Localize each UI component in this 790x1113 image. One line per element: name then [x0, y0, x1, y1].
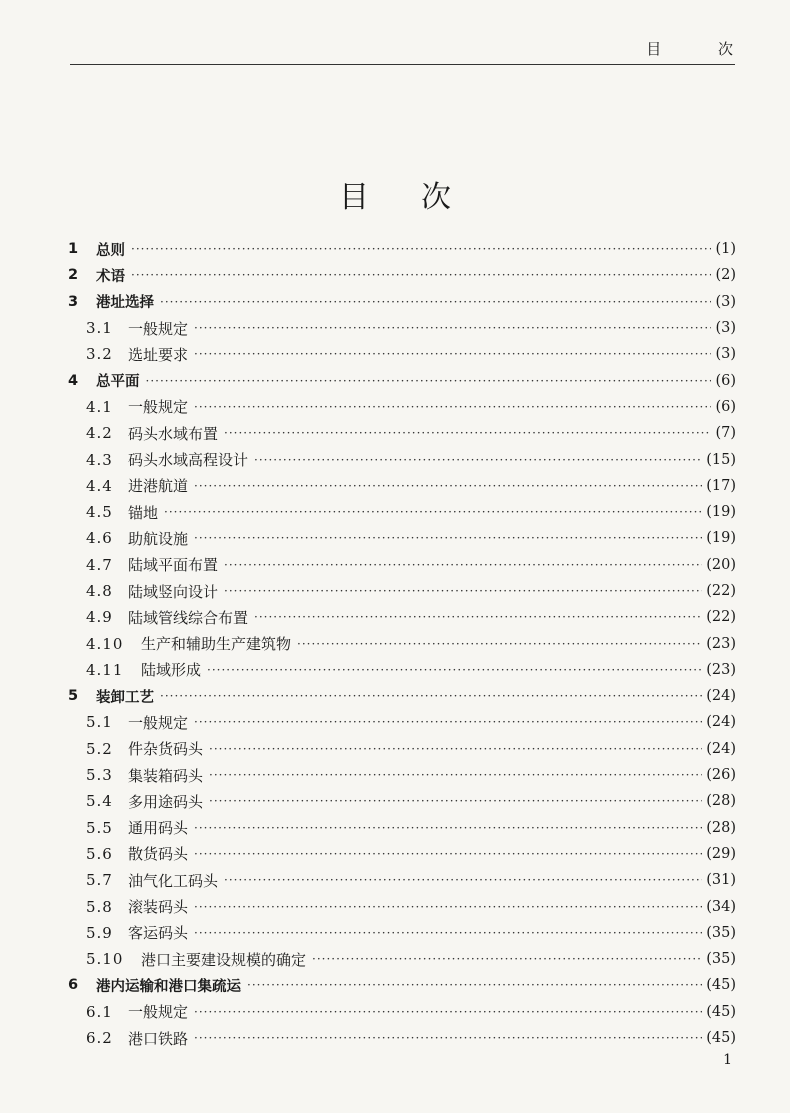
toc-entry-page: (45)	[706, 1003, 736, 1020]
toc-entry-title: 码头水域布置	[128, 424, 219, 443]
toc-entry[interactable]	[68, 315, 736, 341]
toc-entry-title: 锚地	[128, 503, 159, 522]
toc-entry-title: 生产和辅助生产建筑物	[141, 635, 292, 654]
page-title: 目次	[339, 180, 503, 215]
toc-entry-number: 5.3	[86, 766, 113, 785]
toc-entry-number: 5.6	[86, 844, 113, 863]
dot-leader	[131, 268, 711, 282]
dot-leader	[194, 715, 702, 729]
toc-entry-page: (29)	[706, 845, 736, 862]
toc-entry[interactable]	[68, 394, 736, 420]
toc-entry-number: 4.5	[86, 503, 113, 522]
toc-entry[interactable]	[68, 709, 736, 735]
toc-entry-number: 5.9	[86, 923, 113, 942]
toc-entry-page: (15)	[706, 451, 736, 468]
toc-entry-page: (31)	[706, 872, 736, 889]
dot-leader	[254, 453, 702, 467]
table-of-contents	[68, 236, 736, 1051]
toc-entry-title: 一般规定	[128, 1003, 189, 1022]
dot-leader	[224, 584, 702, 598]
toc-entry-title: 总则	[96, 242, 125, 259]
toc-entry-title: 一般规定	[128, 319, 189, 338]
toc-entry[interactable]	[68, 788, 736, 814]
toc-entry-title: 装卸工艺	[96, 689, 154, 706]
toc-entry-number: 6.2	[86, 1029, 113, 1048]
toc-entry-page: (45)	[706, 1030, 736, 1047]
dot-leader	[194, 1005, 702, 1019]
toc-entry[interactable]	[68, 367, 736, 393]
dot-leader	[209, 768, 702, 782]
toc-entry[interactable]	[68, 815, 736, 841]
toc-entry-number: 4.2	[86, 424, 113, 443]
toc-entry-title: 散货码头	[128, 845, 189, 864]
toc-entry[interactable]	[68, 867, 736, 893]
toc-entry-number: 5.5	[86, 818, 113, 837]
toc-entry-page: (35)	[706, 951, 736, 968]
toc-entry-page: (1)	[715, 241, 736, 258]
toc-entry[interactable]	[68, 630, 736, 656]
dot-leader	[194, 479, 702, 493]
toc-entry[interactable]	[68, 736, 736, 762]
toc-entry-title: 滚装码头	[128, 898, 189, 917]
toc-entry-title: 通用码头	[128, 819, 189, 838]
toc-entry-title: 集装箱码头	[128, 766, 204, 785]
toc-entry-number: 4.6	[86, 529, 113, 548]
toc-entry-number: 6.1	[86, 1002, 113, 1021]
toc-entry-page: (19)	[706, 530, 736, 547]
dot-leader	[160, 295, 711, 309]
toc-entry-page: (7)	[715, 425, 736, 442]
toc-entry-page: (24)	[706, 714, 736, 731]
toc-entry-title: 客运码头	[128, 924, 189, 943]
toc-entry-number: 5.8	[86, 897, 113, 916]
toc-entry[interactable]	[68, 525, 736, 551]
toc-entry[interactable]	[68, 262, 736, 288]
toc-entry[interactable]	[68, 236, 736, 262]
toc-entry-title: 助航设施	[128, 529, 189, 548]
toc-entry-title: 陆域形成	[141, 661, 202, 680]
toc-entry-page: (34)	[706, 898, 736, 915]
dot-leader	[194, 400, 711, 414]
toc-entry-number: 4.9	[86, 608, 113, 627]
toc-entry-page: (19)	[706, 504, 736, 521]
toc-entry-title: 总平面	[96, 374, 140, 391]
toc-entry[interactable]	[68, 499, 736, 525]
toc-entry-number: 4.7	[86, 555, 113, 574]
toc-entry[interactable]	[68, 420, 736, 446]
toc-entry-title: 选址要求	[128, 345, 189, 364]
toc-entry[interactable]	[68, 762, 736, 788]
dot-leader	[160, 689, 702, 703]
toc-entry-number: 4	[68, 372, 79, 389]
toc-entry-page: (3)	[715, 346, 736, 363]
toc-entry-number: 5	[68, 688, 79, 705]
header-title: 目 次	[646, 40, 759, 58]
toc-entry-title: 陆域竖向设计	[128, 582, 219, 601]
dot-leader	[194, 847, 702, 861]
dot-leader	[194, 347, 711, 361]
toc-entry-number: 1	[68, 241, 79, 258]
dot-leader	[194, 926, 702, 940]
toc-entry-page: (20)	[706, 556, 736, 573]
toc-entry-title: 油气化工码头	[128, 871, 219, 890]
running-header	[70, 36, 759, 65]
toc-entry[interactable]	[68, 604, 736, 630]
toc-entry[interactable]	[68, 657, 736, 683]
toc-entry-number: 5.10	[86, 950, 124, 969]
toc-entry-title: 一般规定	[128, 398, 189, 417]
toc-entry-number: 5.4	[86, 792, 113, 811]
toc-entry-number: 4.11	[86, 660, 124, 679]
toc-entry-page: (22)	[706, 583, 736, 599]
dot-leader	[247, 978, 702, 992]
toc-entry-title: 港口主要建设规模的确定	[141, 950, 307, 969]
toc-entry-page: (24)	[706, 740, 736, 757]
dot-leader	[297, 637, 702, 651]
toc-entry-number: 5.1	[86, 713, 113, 732]
toc-entry[interactable]	[68, 999, 736, 1025]
toc-entry-number: 4.4	[86, 476, 113, 495]
toc-entry-number: 3.1	[86, 319, 113, 338]
toc-entry[interactable]	[68, 841, 736, 867]
toc-entry-page: (3)	[715, 293, 736, 310]
dot-leader	[224, 426, 711, 440]
toc-entry-title: 多用途码头	[128, 792, 204, 811]
dot-leader	[312, 952, 702, 966]
toc-entry-title: 进港航道	[128, 477, 189, 496]
dot-leader	[224, 873, 702, 887]
dot-leader	[209, 794, 702, 808]
toc-entry-page: (23)	[706, 661, 736, 678]
toc-entry-number: 2	[68, 267, 79, 284]
toc-entry-page: (17)	[706, 477, 736, 494]
toc-entry-title: 陆域平面布置	[128, 556, 219, 575]
toc-entry-page: (2)	[715, 267, 736, 284]
toc-entry-number: 5.2	[86, 739, 113, 758]
toc-entry-page: (24)	[706, 688, 736, 705]
toc-entry[interactable]	[68, 972, 736, 998]
toc-entry[interactable]	[68, 683, 736, 709]
toc-entry-page: (28)	[706, 793, 736, 810]
dot-leader	[254, 610, 702, 624]
toc-entry-number: 5.7	[86, 871, 113, 890]
toc-entry-title: 港口铁路	[128, 1029, 189, 1048]
toc-entry-title: 港内运输和港口集疏运	[96, 978, 241, 995]
toc-entry[interactable]	[68, 893, 736, 919]
toc-entry[interactable]	[68, 946, 736, 972]
toc-entry-page: (23)	[706, 635, 736, 652]
toc-entry[interactable]	[68, 920, 736, 946]
toc-entry-title: 术语	[96, 268, 125, 285]
dot-leader	[194, 531, 702, 545]
toc-entry[interactable]	[68, 473, 736, 499]
toc-entry-title: 陆域管线综合布置	[128, 608, 249, 627]
toc-entry-title: 件杂货码头	[128, 740, 204, 759]
toc-entry-title: 一般规定	[128, 713, 189, 732]
dot-leader	[131, 242, 711, 256]
toc-entry-title: 港址选择	[96, 295, 154, 312]
dot-leader	[194, 1031, 702, 1045]
toc-entry-number: 4.3	[86, 450, 113, 469]
toc-entry-number: 3	[68, 293, 79, 310]
dot-leader	[164, 505, 702, 519]
toc-entry-page: (45)	[706, 977, 736, 994]
dot-leader	[146, 374, 712, 388]
toc-entry[interactable]	[68, 578, 736, 604]
dot-leader	[207, 663, 702, 677]
toc-entry-page: (3)	[715, 320, 736, 337]
dot-leader	[194, 321, 711, 335]
toc-entry[interactable]	[68, 289, 736, 315]
toc-entry[interactable]	[68, 552, 736, 578]
toc-entry-page: (26)	[706, 767, 736, 784]
toc-entry-page: (6)	[715, 398, 736, 415]
toc-entry[interactable]	[68, 341, 736, 367]
toc-entry-page: (35)	[706, 924, 736, 941]
toc-entry-number: 4.1	[86, 397, 113, 416]
toc-entry-number: 4.8	[86, 582, 113, 600]
dot-leader	[224, 558, 702, 572]
toc-entry-number: 6	[68, 977, 79, 994]
toc-entry-title: 码头水域高程设计	[128, 451, 249, 470]
toc-entry[interactable]	[68, 1025, 736, 1051]
page-number: 1	[723, 1052, 732, 1068]
toc-entry-number: 3.2	[86, 345, 113, 364]
toc-entry-page: (28)	[706, 819, 736, 836]
toc-entry-page: (6)	[715, 372, 736, 389]
dot-leader	[194, 821, 702, 835]
dot-leader	[209, 742, 702, 756]
dot-leader	[194, 900, 702, 914]
toc-entry-number: 4.10	[86, 634, 124, 653]
toc-entry-page: (22)	[706, 609, 736, 626]
toc-entry[interactable]	[68, 446, 736, 472]
